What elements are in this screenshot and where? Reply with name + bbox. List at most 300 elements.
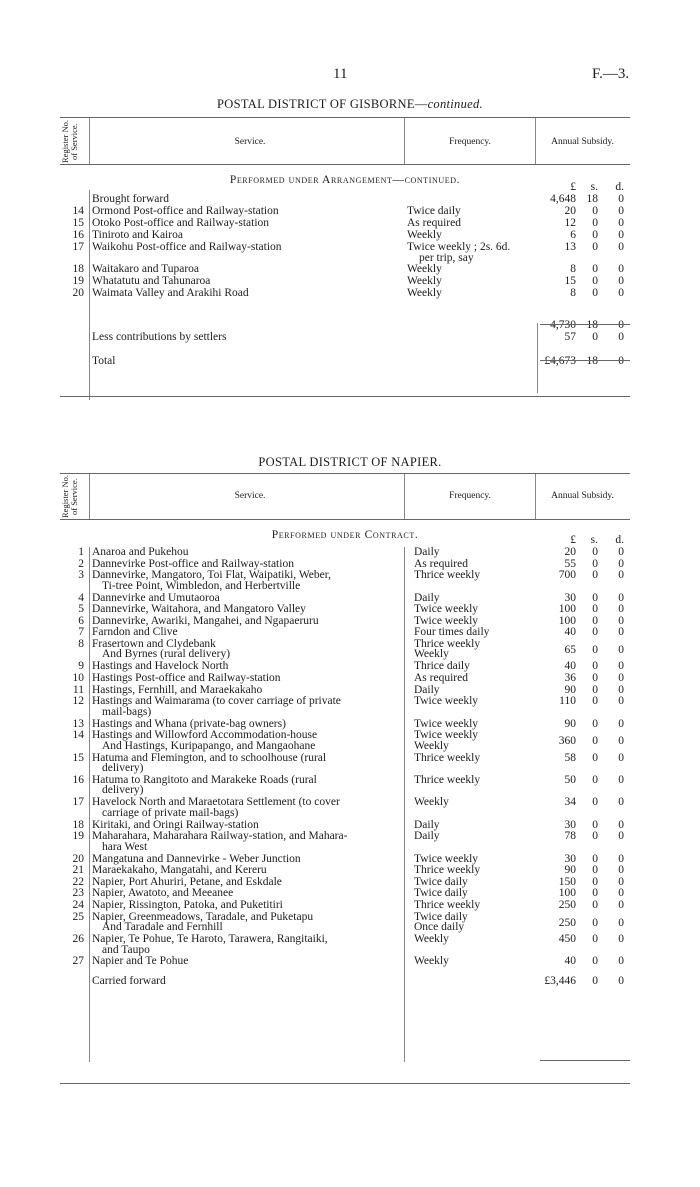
frequency-text: Daily (414, 818, 440, 831)
amount-pence: 0 (618, 205, 624, 217)
table-row (60, 900, 630, 912)
napier-header-rule (60, 519, 630, 520)
register-number: 16 (72, 229, 84, 241)
service-cell (90, 934, 412, 956)
table-row (60, 956, 630, 968)
amount-pence: 0 (618, 735, 624, 748)
amount-pence: 0 (618, 695, 624, 708)
register-number: 4 (78, 591, 84, 604)
register-number: 10 (72, 671, 84, 684)
frequency-text: Thrice weekly (414, 637, 481, 650)
table-row (60, 547, 630, 559)
total-pence: 0 (618, 355, 624, 367)
amount-pence: 0 (618, 830, 624, 843)
amount-pounds: 90 (564, 864, 576, 877)
amount-shillings: 0 (592, 695, 598, 708)
gisborne-vrule-1 (89, 118, 90, 164)
amount-pence: 0 (618, 275, 624, 287)
service-cell (90, 900, 412, 912)
amount-shillings: 0 (592, 818, 598, 831)
table-row (60, 673, 630, 685)
gisborne-title-suffix: continued. (427, 97, 483, 111)
page-ref: F.—3. (592, 66, 630, 82)
blank (60, 356, 90, 370)
gisborne-vrule-2 (404, 118, 405, 164)
frequency-text: Weekly (414, 933, 449, 946)
amount-shillings: 0 (592, 275, 598, 287)
amount-shillings: 0 (592, 229, 598, 241)
table-row (60, 775, 630, 797)
service-name: Hastings, Fernhill, and Maraekakaho (92, 683, 263, 696)
service-name: Hatuma to Rangitoto and Marakeke Roads (rural (92, 773, 317, 786)
amount-shillings: 0 (592, 614, 598, 627)
amount-pounds: 150 (558, 875, 576, 888)
register-number: 26 (72, 933, 84, 946)
blank (60, 300, 90, 320)
amount-shillings: 0 (592, 916, 598, 929)
frequency-text: Weekly (414, 796, 449, 809)
amount-pence: 0 (618, 818, 624, 831)
subtotal-pounds: 4,730 (550, 319, 576, 331)
register-number: 14 (72, 205, 84, 217)
frequency-text: Weekly (407, 263, 442, 275)
amount-pence: 0 (618, 875, 624, 888)
frequency-cell (412, 831, 540, 853)
amount-shillings: 0 (592, 683, 598, 696)
amount-pounds: 360 (558, 735, 576, 748)
amount-pounds: 450 (558, 933, 576, 946)
less-row (60, 332, 630, 356)
table-row (60, 831, 630, 853)
amount-shillings: 0 (592, 852, 598, 865)
amount-shillings: 0 (592, 241, 598, 253)
service-name-cont: mail-bags) (102, 705, 152, 718)
service-name: Waimata Valley and Arakihi Road (92, 287, 249, 299)
amount-pence: 0 (618, 241, 624, 253)
amount-shillings: 0 (592, 546, 598, 558)
service-name: Hastings Post-office and Railway-station (92, 671, 281, 684)
register-number: 13 (72, 717, 84, 730)
blank (60, 968, 90, 976)
service-name: Hastings and Havelock North (92, 660, 229, 673)
service-name: Waitakaro and Tuparoa (92, 263, 200, 275)
service-name: Havelock North and Maraetotara Settlement (to cover (92, 796, 340, 809)
blank (405, 182, 540, 194)
register-number: 6 (78, 614, 84, 627)
blank (60, 320, 90, 332)
amount-pounds: 30 (564, 818, 576, 831)
register-number: 7 (78, 626, 84, 639)
gisborne-subtotal-rule (540, 324, 630, 325)
amount-pence: 0 (618, 229, 624, 241)
service-name: Whatatutu and Tahunaroa (92, 275, 211, 287)
amount-shillings: 0 (592, 717, 598, 730)
amount-shillings: 0 (592, 830, 598, 843)
napier-title: POSTAL DISTRICT OF NAPIER. (258, 455, 442, 469)
amount-pence: 0 (618, 614, 624, 627)
frequency-text: As required (407, 217, 461, 229)
table-row (60, 730, 630, 752)
currency-pence: d. (615, 534, 624, 546)
frequency-text: Daily (414, 683, 440, 696)
frequency-text: Weekly (414, 955, 449, 968)
frequency-text: Twice daily (414, 875, 468, 888)
amount-pounds: 8 (570, 287, 576, 299)
napier-vrule-3 (535, 474, 536, 519)
less-pence: 0 (618, 331, 624, 343)
frequency-cell (412, 934, 540, 956)
frequency-cell (412, 547, 540, 559)
frequency-cell (412, 900, 540, 912)
service-name: Frasertown and Clydebank (92, 637, 216, 650)
less-contributions-label: Less contributions by settlers (92, 331, 227, 343)
amount-pounds: 250 (558, 916, 576, 929)
currency-pounds: £ (570, 534, 576, 546)
amount-shillings: 0 (592, 205, 598, 217)
amount-pence: 0 (618, 916, 624, 929)
amount-pence: 0 (618, 671, 624, 684)
register-number: 18 (72, 263, 84, 275)
amount-shillings: 0 (592, 875, 598, 888)
gisborne-subsidy-header: Annual Subsidy. (551, 137, 614, 147)
napier-frequency-header: Frequency. (449, 491, 491, 501)
service-name: Dannevirke and Umutaoroa (92, 591, 220, 604)
frequency-text: Once daily (414, 921, 465, 934)
brought-forward-label: Brought forward (92, 193, 169, 205)
register-number: 20 (72, 287, 84, 299)
gisborne-vrule-3 (535, 118, 536, 164)
amount-pounds: 34 (564, 796, 576, 809)
service-name-cont: And Taradale and Fernhill (102, 921, 223, 934)
gisborne-header-rule (60, 164, 630, 165)
amount-shillings: 0 (592, 569, 598, 582)
table-row (60, 288, 630, 300)
service-cell (90, 547, 412, 559)
register-number: 3 (78, 569, 84, 582)
service-name: Maraekakaho, Mangatahi, and Kereru (92, 864, 267, 877)
amount-pence: 0 (618, 626, 624, 639)
amount-pence: 0 (618, 263, 624, 275)
register-number: 17 (72, 796, 84, 809)
amount-shillings: 0 (592, 643, 598, 656)
register-number: 5 (78, 603, 84, 616)
service-name: Napier, Greenmeadows, Taradale, and Puketapu (92, 910, 314, 923)
amount-pence: 0 (618, 864, 624, 877)
frequency-cell (405, 242, 540, 264)
amount-pence: 0 (618, 852, 624, 865)
frequency-text: Weekly (414, 739, 449, 752)
amount-shillings: 0 (592, 933, 598, 946)
table-row (60, 934, 630, 956)
register-number: 19 (72, 830, 84, 843)
amount-pounds: 36 (564, 671, 576, 684)
table-row (60, 912, 630, 934)
service-cell (90, 956, 412, 968)
service-cell (90, 730, 412, 752)
napier-vrule-1 (89, 474, 90, 519)
amount-pounds: 90 (564, 683, 576, 696)
service-name-cont: delivery) (102, 784, 144, 797)
carried-shillings: 0 (592, 975, 598, 987)
gisborne-section-heading: Performed under Arrangement—continued. (229, 174, 461, 186)
amount-shillings: 0 (592, 660, 598, 673)
amount-shillings: 0 (592, 671, 598, 684)
gisborne-table (60, 182, 630, 370)
amount-shillings: 0 (592, 287, 598, 299)
frequency-text: Twice weekly (414, 614, 479, 627)
amount-pence: 0 (618, 660, 624, 673)
frequency-text: Twice weekly (414, 729, 479, 742)
frequency-text: Thrice weekly (414, 751, 481, 764)
register-number: 17 (72, 241, 84, 253)
frequency-text: Four times daily (414, 626, 490, 639)
subtotal-shillings: 18 (586, 319, 598, 331)
register-number: 18 (72, 818, 84, 831)
gisborne-top-rule (60, 117, 630, 118)
napier-body (60, 535, 630, 990)
subtotal-pence: 0 (618, 319, 624, 331)
register-number: 15 (72, 751, 84, 764)
amount-pounds: 700 (558, 569, 576, 582)
amount-shillings: 0 (592, 263, 598, 275)
gisborne-frequency-header: Frequency. (449, 137, 491, 147)
amount-shillings: 0 (592, 955, 598, 968)
amount-shillings: 0 (592, 735, 598, 748)
amount-pence: 0 (618, 569, 624, 582)
service-name: Napier, Rissington, Patoka, and Puketitiri (92, 899, 283, 912)
register-number: 9 (78, 660, 84, 673)
service-name: Mangatuna and Dannevirke - Weber Junction (92, 852, 301, 865)
frequency-text: As required (414, 557, 468, 570)
register-number: 19 (72, 275, 84, 287)
amount-shillings: 0 (592, 751, 598, 764)
amount-pounds: 30 (564, 852, 576, 865)
service-name: Ormond Post-office and Railway-station (92, 205, 279, 217)
service-name: Hastings and Willowford Accommodation-house (92, 729, 318, 742)
amount-pounds: 110 (559, 695, 576, 708)
frequency-text: Thrice weekly (414, 899, 481, 912)
frequency-text: Weekly (407, 275, 442, 287)
register-number: 11 (72, 683, 84, 696)
total-row (60, 356, 630, 370)
service-name-cont: hara West (102, 840, 148, 853)
total-shillings: 18 (586, 355, 598, 367)
frequency-cell (412, 797, 540, 819)
service-name: Dannevirke, Waitahora, and Mangatoro Valley (92, 603, 306, 616)
frequency-cell (412, 570, 540, 592)
frequency-text: Twice daily (407, 205, 461, 217)
service-name: Dannevirke Post-office and Railway-station (92, 557, 294, 570)
blank (60, 332, 90, 356)
carried-pounds: £3,446 (544, 975, 576, 987)
gisborne-total-rule (540, 360, 630, 361)
amount-pounds: 100 (558, 614, 576, 627)
page-number: 11 (333, 66, 348, 82)
napier-table (60, 535, 630, 990)
amount-pounds: 58 (564, 751, 576, 764)
amount-shillings: 0 (592, 557, 598, 570)
amount-pounds: 15 (564, 275, 576, 287)
frequency-text: Weekly (407, 287, 442, 299)
service-name: Tiniroto and Kairoa (92, 229, 183, 241)
amount-pence: 0 (618, 603, 624, 616)
amount-pence: 0 (618, 933, 624, 946)
table-row (60, 242, 630, 264)
frequency-text: Twice weekly (414, 717, 479, 730)
frequency-cell (412, 639, 540, 661)
amount-pence: 0 (618, 773, 624, 786)
service-name: Anaroa and Pukehou (92, 546, 189, 558)
amount-pounds: 90 (564, 717, 576, 730)
frequency-text: Thrice weekly (414, 773, 481, 786)
frequency-text: Thrice weekly (414, 569, 481, 582)
amount-pence: 0 (618, 217, 624, 229)
blank (60, 182, 90, 194)
currency-pence: d. (615, 181, 624, 193)
register-number: 24 (72, 899, 84, 912)
register-number: 27 (72, 955, 84, 968)
napier-carried-rule (540, 1060, 630, 1061)
register-number: 16 (72, 773, 84, 786)
blank (60, 976, 90, 990)
less-pounds: 57 (564, 331, 576, 343)
blank (405, 332, 540, 356)
frequency-text: As required (414, 671, 468, 684)
amount-shillings: 0 (592, 864, 598, 877)
amount-shillings: 0 (592, 626, 598, 639)
napier-bottom-rule (60, 1083, 630, 1084)
blank (405, 320, 540, 332)
amount-pounds: 65 (564, 643, 576, 656)
frequency-cell (405, 288, 540, 300)
currency-shillings: s. (590, 181, 598, 193)
frequency-text: Daily (414, 830, 440, 843)
register-number: 2 (78, 557, 84, 570)
service-cell (90, 673, 412, 685)
service-name: Otoko Post-office and Railway-station (92, 217, 270, 229)
napier-subsidy-header: Annual Subsidy. (551, 491, 614, 501)
napier-vrule-body-2 (404, 547, 405, 1062)
service-name-cont: carriage of private mail-bags) (102, 806, 239, 819)
service-name: Hastings and Whana (private-bag owners) (92, 717, 286, 730)
service-cell (90, 775, 412, 797)
amount-pounds: 13 (564, 241, 576, 253)
table-row (60, 696, 630, 718)
napier-vrule-2 (404, 474, 405, 519)
amount-pence: 0 (618, 899, 624, 912)
blank (405, 356, 540, 370)
amount-pence: 0 (618, 287, 624, 299)
amount-pence: 0 (618, 887, 624, 900)
service-name: Farndon and Clive (92, 626, 178, 639)
frequency-cell (412, 696, 540, 718)
amount-pence: 0 (618, 751, 624, 764)
service-cell (90, 912, 412, 934)
amount-pounds: 8 (570, 263, 576, 275)
napier-service-header: Service. (234, 491, 266, 501)
register-number: 1 (78, 546, 84, 558)
gisborne-service-header: Service. (234, 137, 266, 147)
frequency-cell (412, 673, 540, 685)
carried-forward-label: Carried forward (92, 975, 166, 987)
carried-forward-row (60, 976, 630, 990)
frequency-text: Twice weekly (414, 603, 479, 616)
table-row (60, 639, 630, 661)
service-cell (90, 753, 412, 775)
service-name: Waikohu Post-office and Railway-station (92, 241, 282, 253)
frequency-cell (412, 730, 540, 752)
napier-register-header: Register No. of Service. (60, 475, 79, 519)
currency-pounds: £ (570, 181, 576, 193)
register-number: 22 (72, 875, 84, 888)
register-number: 12 (72, 695, 84, 708)
amount-pounds: 100 (558, 603, 576, 616)
amount-pence: 0 (618, 546, 624, 558)
table-row (60, 797, 630, 819)
frequency-text: Twice daily (414, 910, 468, 923)
service-name-cont: And Hastings, Kuripapango, and Mangaohane (102, 739, 316, 752)
amount-pounds: 100 (558, 887, 576, 900)
amount-pounds: 6 (570, 229, 576, 241)
napier-vrule-body-1 (89, 547, 90, 1062)
total-label: Total (92, 355, 116, 367)
amount-pence: 0 (618, 557, 624, 570)
service-name-cont: and Taupo (102, 943, 150, 956)
spacer-row (60, 300, 630, 320)
frequency-text: Thrice daily (414, 660, 470, 673)
gisborne-vrule-body-1 (89, 190, 90, 400)
service-cell (90, 831, 412, 853)
amount-pence: 0 (618, 717, 624, 730)
frequency-text: Twice weekly (414, 852, 479, 865)
service-name: Napier and Te Pohue (92, 955, 189, 968)
amount-shillings: 0 (592, 796, 598, 809)
gisborne-body (60, 182, 630, 370)
service-name: Napier, Awatoto, and Meeanee (92, 887, 234, 900)
register-number: 25 (72, 910, 84, 923)
amount-pounds: 50 (564, 773, 576, 786)
service-name: Dannevirke, Mangatoro, Toi Flat, Waipatiki, Weber, (92, 569, 331, 582)
register-number: 20 (72, 852, 84, 865)
service-name: Kiritaki, and Oringi Railway-station (92, 818, 259, 831)
amount-shillings: 0 (592, 217, 598, 229)
register-number: 14 (72, 729, 84, 742)
service-cell (90, 797, 412, 819)
gisborne-register-header: Register No. of Service. (60, 120, 79, 164)
amount-shillings: 0 (592, 899, 598, 912)
amount-pounds: 55 (564, 557, 576, 570)
amount-pounds: 40 (564, 626, 576, 639)
service-name: Napier, Port Ahuriri, Petane, and Eskdale (92, 875, 282, 888)
amount-shillings: 18 (586, 193, 598, 205)
frequency-cell (412, 753, 540, 775)
frequency-text: Thrice weekly (414, 864, 481, 877)
service-cell (90, 570, 412, 592)
service-name: Dannevirke, Awariki, Mangahei, and Ngapaeruru (92, 614, 319, 627)
blank (412, 976, 540, 990)
gisborne-bottom-rule (60, 396, 630, 397)
service-name-cont: delivery) (102, 762, 144, 774)
gisborne-vrule-body-2 (537, 323, 538, 393)
amount-shillings: 0 (592, 773, 598, 786)
gisborne-title (0, 97, 700, 112)
service-cell (90, 696, 412, 718)
register-number: 15 (72, 217, 84, 229)
amount-pence: 0 (618, 591, 624, 604)
amount-pence: 0 (618, 796, 624, 809)
currency-shillings: s. (590, 534, 598, 546)
service-name-cont: Ti-tree Point, Wimbledon, and Herbertville (102, 579, 301, 592)
